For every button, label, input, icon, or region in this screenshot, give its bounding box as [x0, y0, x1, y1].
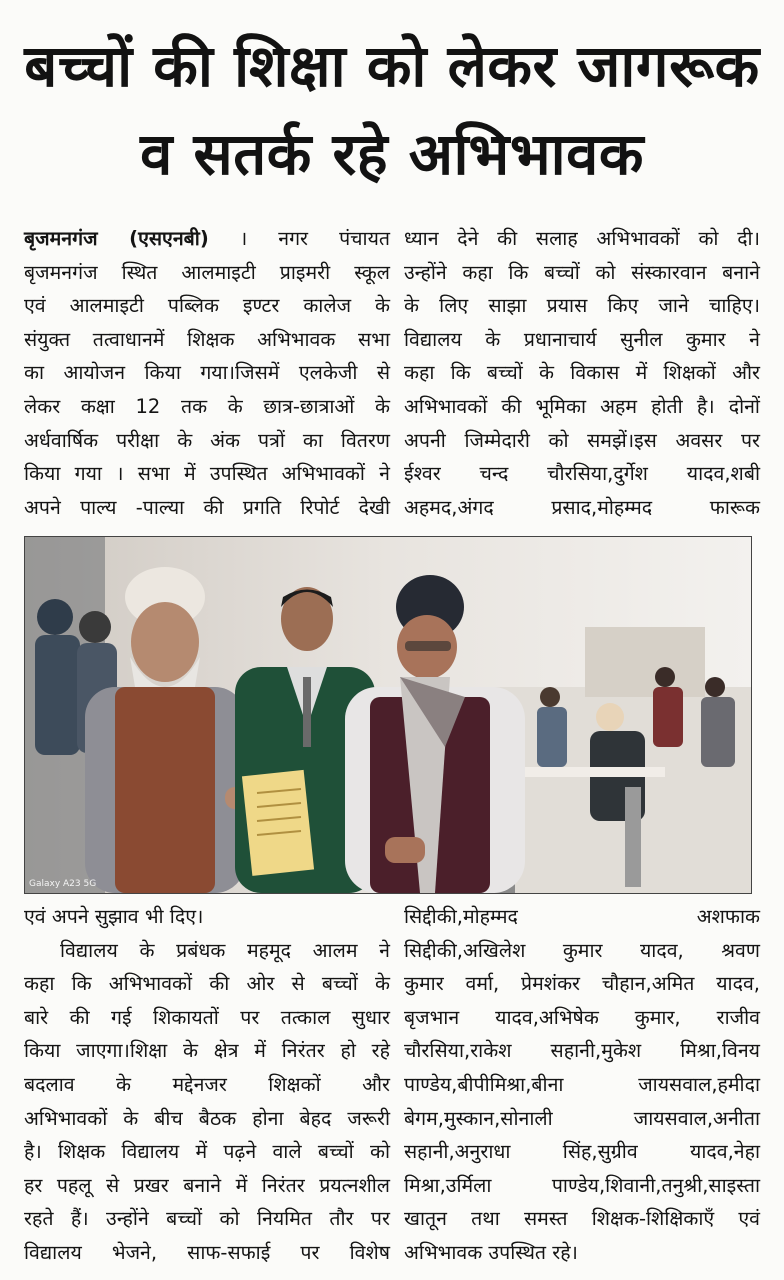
- article-line: सहानी,अनुराधा सिंह,सुग्रीव यादव,नेहा: [404, 1140, 760, 1164]
- article-line: कहा कि अभिभावकों की ओर से बच्चों के: [24, 972, 390, 996]
- article-line: । नगर पंचायत: [239, 227, 391, 250]
- article-line: अभिभावकों के बीच बैठक होना बेहद जरूरी: [24, 1106, 390, 1130]
- article-line: पाण्डेय,बीपीमिश्रा,बीना जायसवाल,हमीदा: [404, 1072, 760, 1096]
- camera-watermark: Galaxy A23 5G: [29, 879, 97, 889]
- article-line: मिश्रा,उर्मिला पाण्डेय,शिवानी,तनुश्री,साइस्ता: [404, 1173, 760, 1197]
- article-line: कुमार वर्मा, प्रेमशंकर चौहान,अमित यादव,: [404, 972, 760, 996]
- article-column-2-top: [404, 222, 760, 524]
- article-line: खातून तथा समस्त शिक्षक-शिक्षिकाएँ एवं: [404, 1207, 760, 1231]
- article-line: सिद्दीकी,अखिलेश कुमार यादव, श्रवण: [404, 938, 760, 962]
- article-line: के लिए साझा प्रयास किए जाने चाहिए।: [404, 294, 760, 318]
- article-line: किया गया । सभा में उपस्थित अभिभावकों ने: [24, 462, 390, 486]
- article-line: संयुक्त तत्वाधानमें शिक्षक अभिभावक सभा: [24, 327, 390, 351]
- article-line: का आयोजन किया गया।जिसमें एलकेजी से: [24, 361, 390, 385]
- article-line: हर पहलू से प्रखर बनाने में निरंतर प्रयत्नशील: [24, 1173, 390, 1197]
- article-line: रहते हैं। उन्होंने बच्चों को नियमित तौर पर: [24, 1207, 390, 1231]
- article-line: बृजमनगंज स्थित आलमाइटी प्राइमरी स्कूल: [24, 260, 390, 284]
- article-line: सिद्दीकी,मोहम्मद अशफाक: [404, 905, 760, 928]
- article-line: विद्यालय भेजने, साफ-सफाई पर विशेष: [24, 1240, 390, 1264]
- article-column-1-top: [24, 222, 390, 524]
- article-column-2-bottom: [404, 900, 760, 1270]
- article-line: अभिभावक उपस्थित रहे।: [404, 1240, 578, 1264]
- article-line: विद्यालय के प्रबंधक महमूद आलम ने: [60, 938, 390, 962]
- article-line: बारे की गई शिकायतों पर तत्काल सुधार: [24, 1005, 390, 1029]
- article-line: अहमद,अंगद प्रसाद,मोहम्मद फारूक: [404, 495, 760, 519]
- article-column-1-bottom: [24, 900, 390, 1270]
- article-line: एवं आलमाइटी पब्लिक इण्टर कालेज के: [24, 294, 390, 318]
- article-line: बदलाव के मद्देनजर शिक्षकों और: [24, 1072, 390, 1096]
- article-line: बेगम,मुस्कान,सोनाली जायसवाल,अनीता: [404, 1106, 760, 1130]
- article-line: एवं अपने सुझाव भी दिए।: [24, 905, 204, 928]
- headline: [0, 22, 784, 198]
- headline-line-2: व सतर्क रहे अभिभावक: [140, 120, 644, 188]
- headline-line-1: बच्चों की शिक्षा को लेकर जागरूक: [24, 32, 760, 100]
- article-line: किया जाएगा।शिक्षा के क्षेत्र में निरंतर हो रहे: [24, 1039, 390, 1063]
- article-line: विद्यालय के प्रधानाचार्य सुनील कुमार ने: [404, 327, 760, 351]
- article-line: ईश्वर चन्द चौरसिया,दुर्गेश यादव,शबी: [404, 462, 760, 486]
- news-photo: [24, 536, 752, 894]
- article-line: ध्यान देने की सलाह अभिभावकों को दी।: [404, 227, 760, 250]
- article-line: चौरसिया,राकेश सहानी,मुकेश मिश्रा,विनय: [404, 1039, 760, 1063]
- article-line: अभिभावकों की भूमिका अहम होती है। दोनों: [404, 394, 760, 418]
- article-line: अर्धवार्षिक परीक्षा के अंक पत्रों का वितरण: [24, 428, 390, 452]
- article-line: बृजभान यादव,अभिषेक कुमार, राजीव: [404, 1005, 760, 1029]
- article-line: कहा कि बच्चों के विकास में शिक्षकों और: [404, 361, 760, 385]
- article-line: अपनी जिम्मेदारी को समझें।इस अवसर पर: [404, 428, 760, 452]
- article-line: लेकर कक्षा 12 तक के छात्र-छात्राओं के: [24, 394, 390, 418]
- dateline: बृजमनगंज (एसएनबी): [24, 227, 209, 250]
- article-line: है। शिक्षक विद्यालय में पढ़ने वाले बच्चों को: [24, 1140, 390, 1164]
- photo-illustration: [25, 537, 751, 893]
- article-line: उन्होंने कहा कि बच्चों को संस्कारवान बनाने: [404, 260, 760, 284]
- article-line: अपने पाल्य -पाल्या की प्रगति रिपोर्ट देखी: [24, 495, 390, 519]
